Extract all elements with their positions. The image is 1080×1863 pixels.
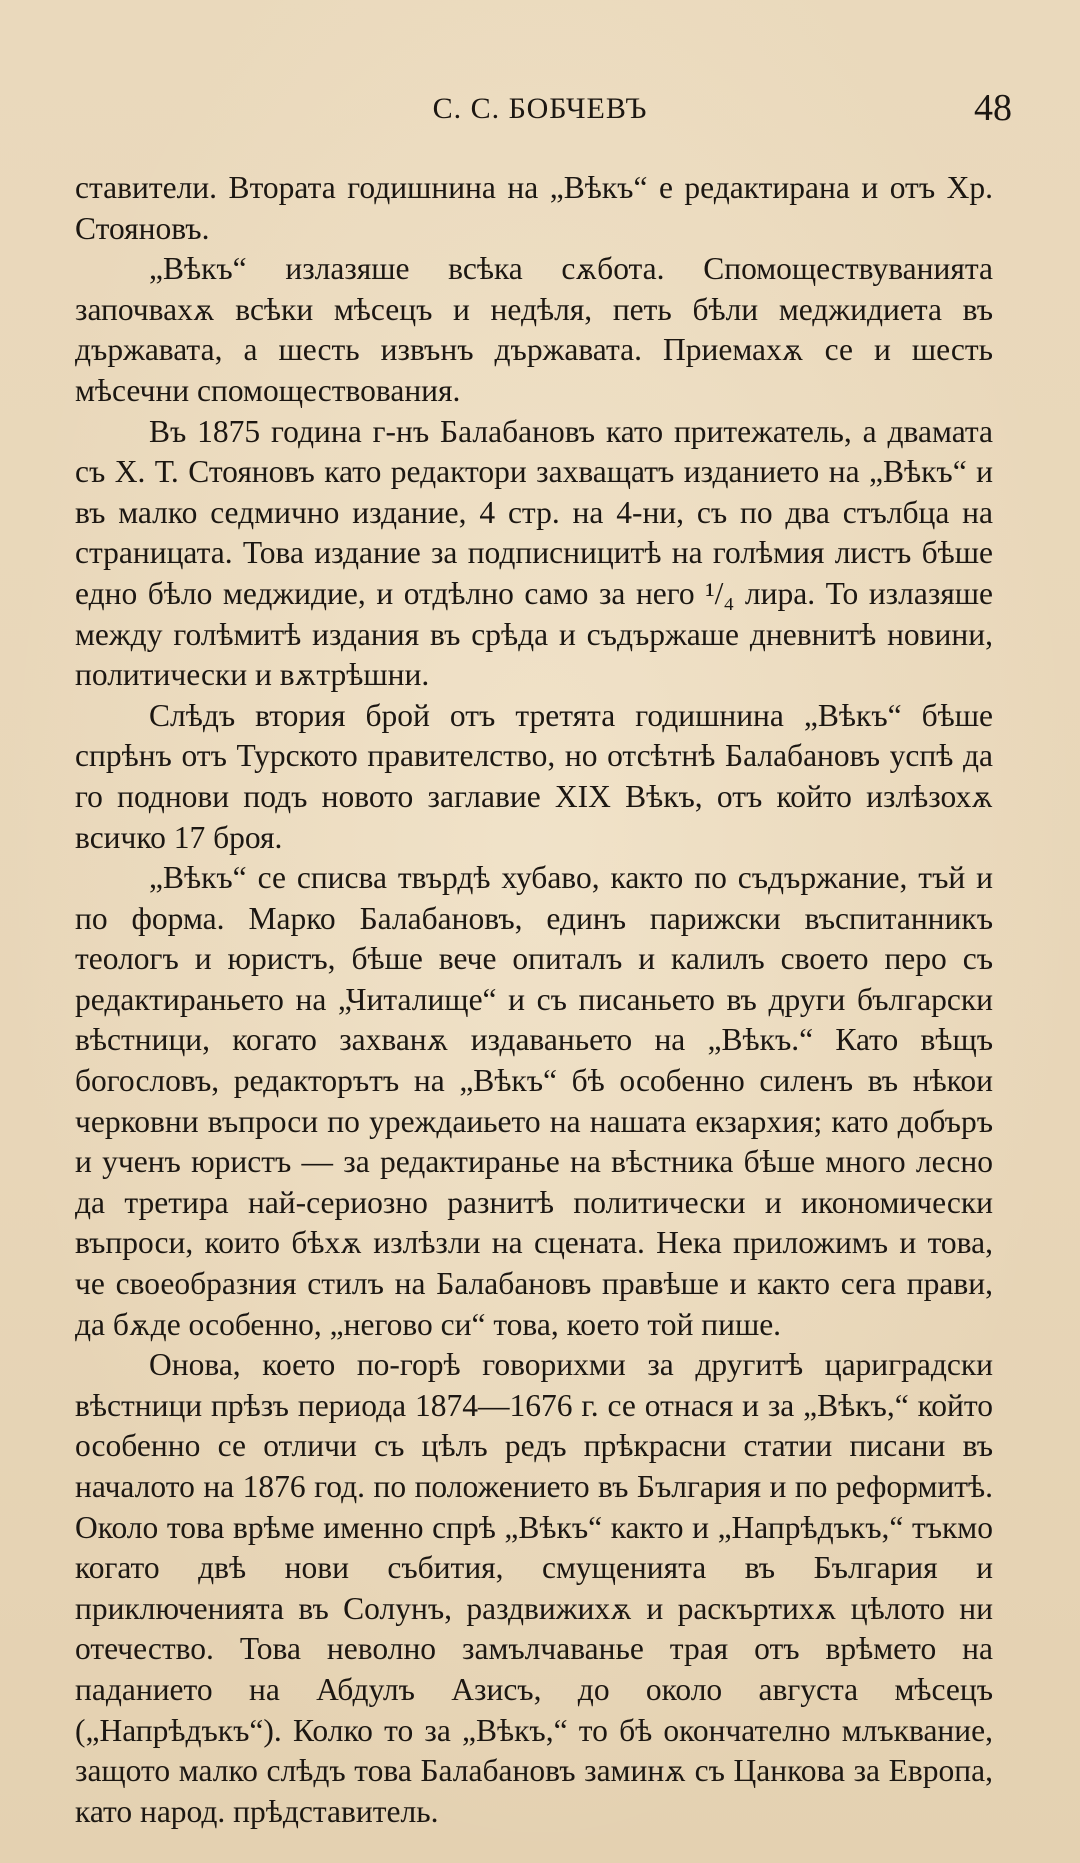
paragraph: Онова, което по-горѣ говорихми за другитѣ цариградски вѣстници прѣзъ периода 1874—1676 г. се отнася и за „Вѣкъ,“ който особенно се отличи съ цѣлъ редъ прѣкрасни статии писани въ началото на 1876 год. по положението въ България и по реформитѣ. Около това врѣме именно спрѣ „Вѣкъ“ както и „Напрѣдъкъ,“ тъкмо когато двѣ нови събития, смущенията въ България и приключенията въ Солунъ, раздвижихѫ и раскъртихѫ цѣлото ни отечество. Това неволно замълчаванье трая отъ врѣмето на паданието на Абдулъ Азисъ, до около августа мѣсецъ („Напрѣдъкъ“). Колко то за „Вѣкъ,“ то бѣ окончателно млъквание, защото малко слѣдъ това Балабановъ заминѫ съ Цанкова за Европа, като народ. прѣдставитель. <box>75 1347 993 1829</box>
running-head: С. С. БОБЧЕВЪ <box>432 92 648 125</box>
paragraph: ставители. Втората годишнина на „Вѣкъ“ е редактирана и отъ Хр. Стояновъ. <box>75 170 993 246</box>
paragraph: Въ 1875 година г-нъ Балабановъ като притежатель, а двамата съ Х. Т. Стояновъ като редактори захващатъ изданието на „Вѣкъ“ и въ малко седмично издание, 4 стр. на 4-ни, съ по два стълбца на страницата. Това издание за подписницитѣ на голѣмия листъ бѣше едно бѣло меджидие, и отдѣлно само за него ¹/₄ лира. То излазяше между голѣмитѣ издания въ срѣда и съдържаше дневнитѣ новини, политически и вѫтрѣшни. <box>75 413 993 693</box>
page-number: 48 <box>974 87 1012 129</box>
paragraph: „Вѣкъ“ се списва твърдѣ хубаво, както по съдържание, тъй и по форма. Марко Балабановъ, единъ парижски въспитанникъ теологъ и юристъ, бѣше вече опиталъ и калилъ своето перо съ редактираньето на „Читалище“ и съ писаньето въ други български вѣстници, когато захванѫ издаваньето на „Вѣкъ.“ Като вѣщъ богословъ, редакторътъ на „Вѣкъ“ бѣ особенно силенъ въ нѣкои черковни въпроси по уреждаиьето на нашата екзархия; като добъръ и ученъ юристъ — за редактиранье на вѣстника бѣше много лесно да третира най-сериозно разнитѣ политически и икономически въпроси, които бѣхѫ излѣзли на сцената. Нека приложимъ и това, че своеобразния стилъ на Балабановъ правѣше и както сега прави, да бѫде особенно, „негово си“ това, което той пише. <box>75 860 993 1342</box>
paragraph: „Вѣкъ“ излазяше всѣка сѫбота. Спомоществуванията започвахѫ всѣки мѣсецъ и недѣля, петь бѣли меджидиета въ държавата, а шесть извънъ държавата. Приемахѫ се и шесть мѣсечни спомоществования. <box>75 251 993 408</box>
body-text <box>75 168 993 1832</box>
paragraph: Слѣдъ втория брой отъ третята годишнина „Вѣкъ“ бѣше спрѣнъ отъ Турското правителство, но отсѣтнѣ Балабановъ успѣ да го поднови подъ новото заглавие XIX Вѣкъ, отъ който излѣзохѫ всичко 17 броя. <box>75 697 993 855</box>
page-header <box>60 87 1020 140</box>
